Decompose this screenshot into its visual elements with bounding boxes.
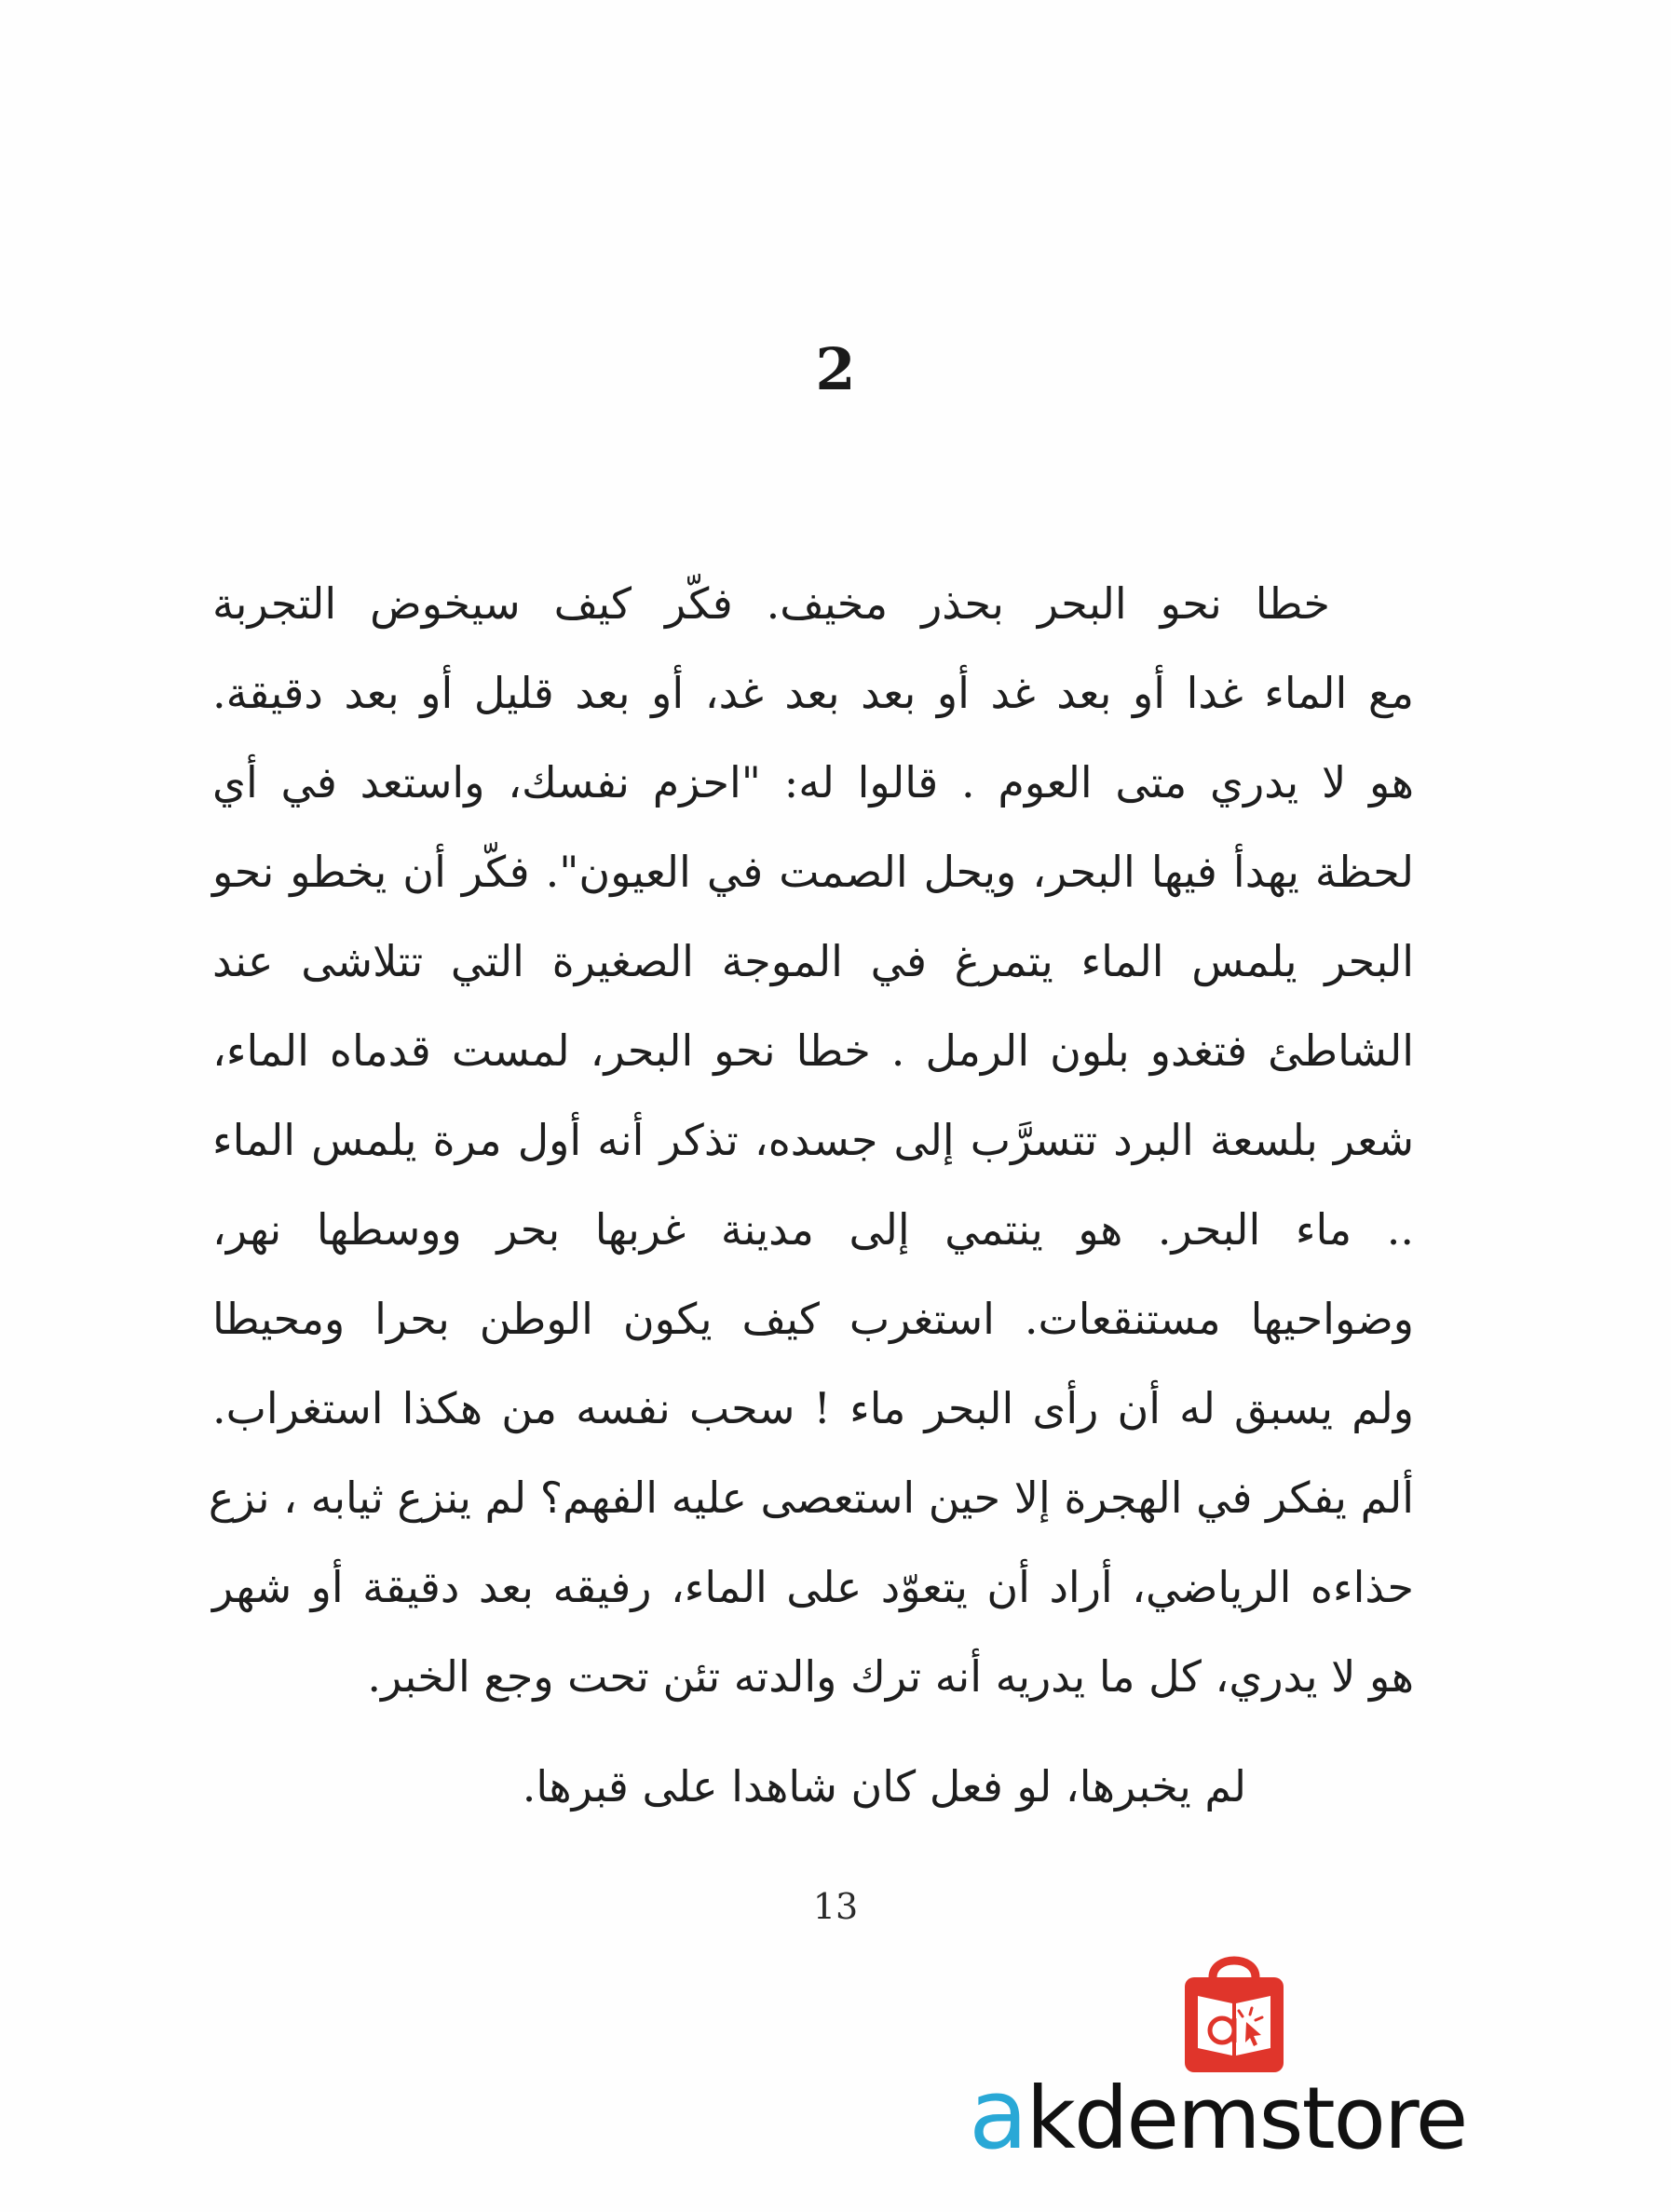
brand-name: kdemstore bbox=[1026, 2069, 1467, 2168]
brand-wordmark bbox=[969, 2057, 1472, 2171]
text-line: لحظة يهدأ فيها البحر، ويحل الصمت في العيون". فكّر أن يخطو نحو bbox=[212, 847, 1414, 897]
text-line: حذاءه الرياضي، أراد أن يتعوّد على الماء، رفيقه بعد دقيقة أو شهر bbox=[212, 1562, 1414, 1612]
closing-line: لم يخبرها، لو فعل كان شاهدا على قبرها. bbox=[522, 1761, 1246, 1812]
text-line: شعر بلسعة البرد تتسرَّب إلى جسده، تذكر أنه أول مرة يلمس الماء bbox=[212, 1115, 1414, 1165]
text-line: ألم يفكر في الهجرة إلا حين استعصى عليه الفهم؟ لم ينزع ثيابه ، نزع bbox=[208, 1472, 1414, 1523]
text-line: هو لا يدري متى العوم . قالوا له: "احزم نفسك، واستعد في أي bbox=[212, 757, 1414, 807]
text-line: مع الماء غدا أو بعد غد أو بعد بعد غد، أو بعد قليل أو بعد دقيقة. bbox=[212, 668, 1414, 718]
text-line: الشاطئ فتغدو بلون الرمل . خطا نحو البحر، لمست قدماه الماء، bbox=[212, 1025, 1414, 1076]
akdemstore-logo bbox=[969, 1942, 1472, 2171]
text-line: وضواحيها مستنقعات. استغرب كيف يكون الوطن بحرا ومحيطا bbox=[212, 1294, 1414, 1344]
text-line: هو لا يدري، كل ما يدريه أنه ترك والدته تئن تحت وجع الخبر. bbox=[367, 1651, 1414, 1702]
page-number: 13 bbox=[812, 1886, 859, 1927]
text-line: ولم يسبق له أن رأى البحر ماء ! سحب نفسه من هكذا استغراب. bbox=[212, 1383, 1414, 1433]
text-line: .. ماء البحر. هو ينتمي إلى مدينة غربها بحر ووسطها نهر، bbox=[212, 1204, 1414, 1255]
paragraph-body bbox=[208, 559, 1414, 1721]
shopping-bag-book-icon bbox=[1164, 1942, 1304, 2082]
text-line: خطا نحو البحر بحذر مخيف. فكّر كيف سيخوض التجربة bbox=[212, 578, 1330, 629]
chapter-number: 2 bbox=[815, 335, 856, 403]
text-line: البحر يلمس الماء يتمرغ في الموجة الصغيرة التي تتلاشى عند bbox=[212, 936, 1414, 986]
brand-letter: a bbox=[969, 2057, 1026, 2171]
